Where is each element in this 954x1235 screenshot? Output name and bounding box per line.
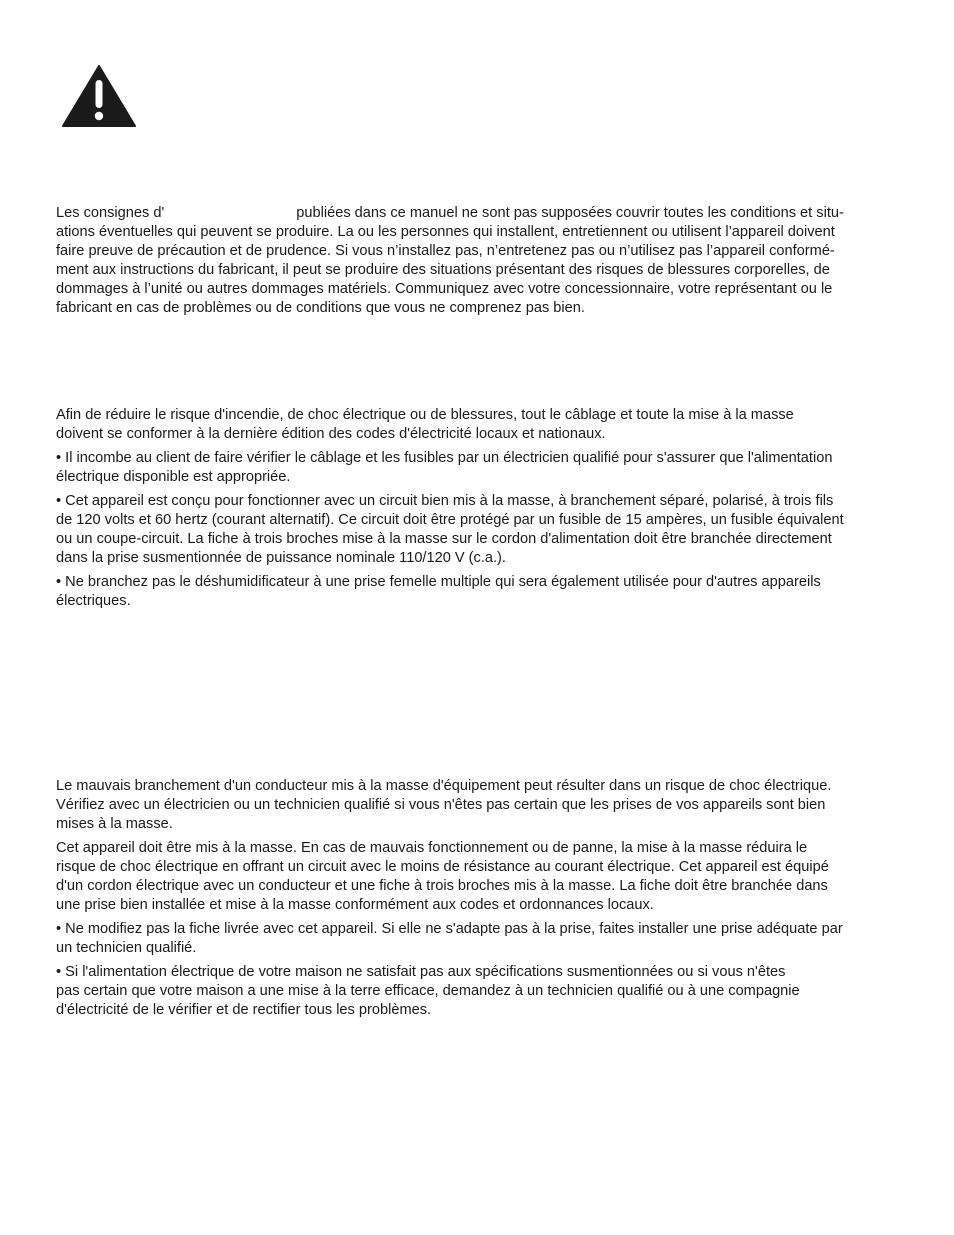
text-line: doivent se conformer à la dernière édition des codes d'électricité locaux et nationaux. — [56, 426, 606, 442]
intro-line: fabricant en cas de problèmes ou de conditions que vous ne comprenez pas bien. — [56, 300, 585, 316]
electrical-paragraph-1 — [56, 406, 904, 444]
grounding-section — [56, 777, 904, 1020]
intro-line: ations éventuelles qui peuvent se produire. La ou les personnes qui installent, entretiennent ou utilisent l’appareil doivent — [56, 224, 835, 240]
text-line: • Si l'alimentation électrique de votre maison ne satisfait pas aux spécifications susmentionnées ou si vous n'êtes — [56, 964, 786, 980]
intro-paragraph — [56, 204, 904, 318]
text-line: • Cet appareil est conçu pour fonctionner avec un circuit bien mis à la masse, à branchement séparé, polarisé, à trois fils — [56, 493, 834, 509]
text-line: un technicien qualifié. — [56, 940, 197, 956]
text-line: • Il incombe au client de faire vérifier le câblage et les fusibles par un électricien qualifié pour s'assurer que l'alimentation — [56, 450, 833, 466]
text-line: ou un coupe-circuit. La fiche à trois broches mise à la masse sur le cordon d'alimentation doit être branchée directement — [56, 531, 832, 547]
intro-line-1-start: Les consignes d' — [56, 205, 165, 221]
text-line: électrique disponible est appropriée. — [56, 469, 291, 485]
intro-line: faire preuve de précaution et de prudence. Si vous n’installez pas, n’entretenez pas ou n’utilisez pas l’appareil conformé- — [56, 243, 835, 259]
electrical-bullet-3 — [56, 573, 904, 611]
grounding-bullet-1 — [56, 920, 904, 958]
text-line: risque de choc électrique en offrant un circuit avec le moins de résistance au courant électrique. Cet appareil est équipé — [56, 859, 829, 875]
grounding-paragraph-2 — [56, 839, 904, 915]
text-line: Le mauvais branchement d'un conducteur mis à la masse d'équipement peut résulter dans un risque de choc électrique. — [56, 778, 832, 794]
electrical-bullet-2 — [56, 492, 904, 568]
text-line: mises à la masse. — [56, 816, 173, 832]
intro-line: ment aux instructions du fabricant, il peut se produire des situations présentant des risques de blessures corporelles, de — [56, 262, 830, 278]
safety-intro — [56, 204, 904, 318]
intro-line-1 — [56, 204, 904, 223]
text-line: Vérifiez avec un électricien ou un technicien qualifié si vous n'êtes pas certain que les prises de vos appareils sont bien — [56, 797, 826, 813]
text-line: une prise bien installée et mise à la masse conformément aux codes et ordonnances locaux. — [56, 897, 654, 913]
electrical-requirements-section — [56, 406, 904, 611]
intro-line-1-end: publiées dans ce manuel ne sont pas supposées couvrir toutes les conditions et situ- — [296, 205, 844, 221]
grounding-paragraph-1 — [56, 777, 904, 834]
grounding-bullet-2 — [56, 963, 904, 1020]
text-line: pas certain que votre maison a une mise à la terre efficace, demandez à un technicien qualifié ou à une compagnie — [56, 983, 800, 999]
text-line: d'électricité de le vérifier et de rectifier tous les problèmes. — [56, 1002, 432, 1018]
intro-line: dommages à l’unité ou autres dommages matériels. Communiquez avec votre concessionnaire, votre représentant ou le — [56, 281, 833, 297]
text-line: électriques. — [56, 593, 131, 609]
text-line: Cet appareil doit être mis à la masse. En cas de mauvais fonctionnement ou de panne, la mise à la masse réduira le — [56, 840, 808, 856]
text-line: de 120 volts et 60 hertz (courant alternatif). Ce circuit doit être protégé par un fusible de 15 ampères, un fusible équivalent — [56, 512, 844, 528]
text-line: • Ne modifiez pas la fiche livrée avec cet appareil. Si elle ne s'adapte pas à la prise, faites installer une prise adéquate par — [56, 921, 843, 937]
warning-triangle-icon — [61, 64, 137, 128]
text-line: • Ne branchez pas le déshumidificateur à une prise femelle multiple qui sera également utilisée pour d'autres appareils — [56, 574, 821, 590]
text-line: dans la prise susmentionnée de puissance nominale 110/120 V (c.a.). — [56, 550, 506, 566]
electrical-bullet-1 — [56, 449, 904, 487]
text-line: Afin de réduire le risque d'incendie, de choc électrique ou de blessures, tout le câblage et toute la mise à la masse — [56, 407, 794, 423]
text-line: d'un cordon électrique avec un conducteur et une fiche à trois broches mis à la masse. La fiche doit être branchée dans — [56, 878, 828, 894]
